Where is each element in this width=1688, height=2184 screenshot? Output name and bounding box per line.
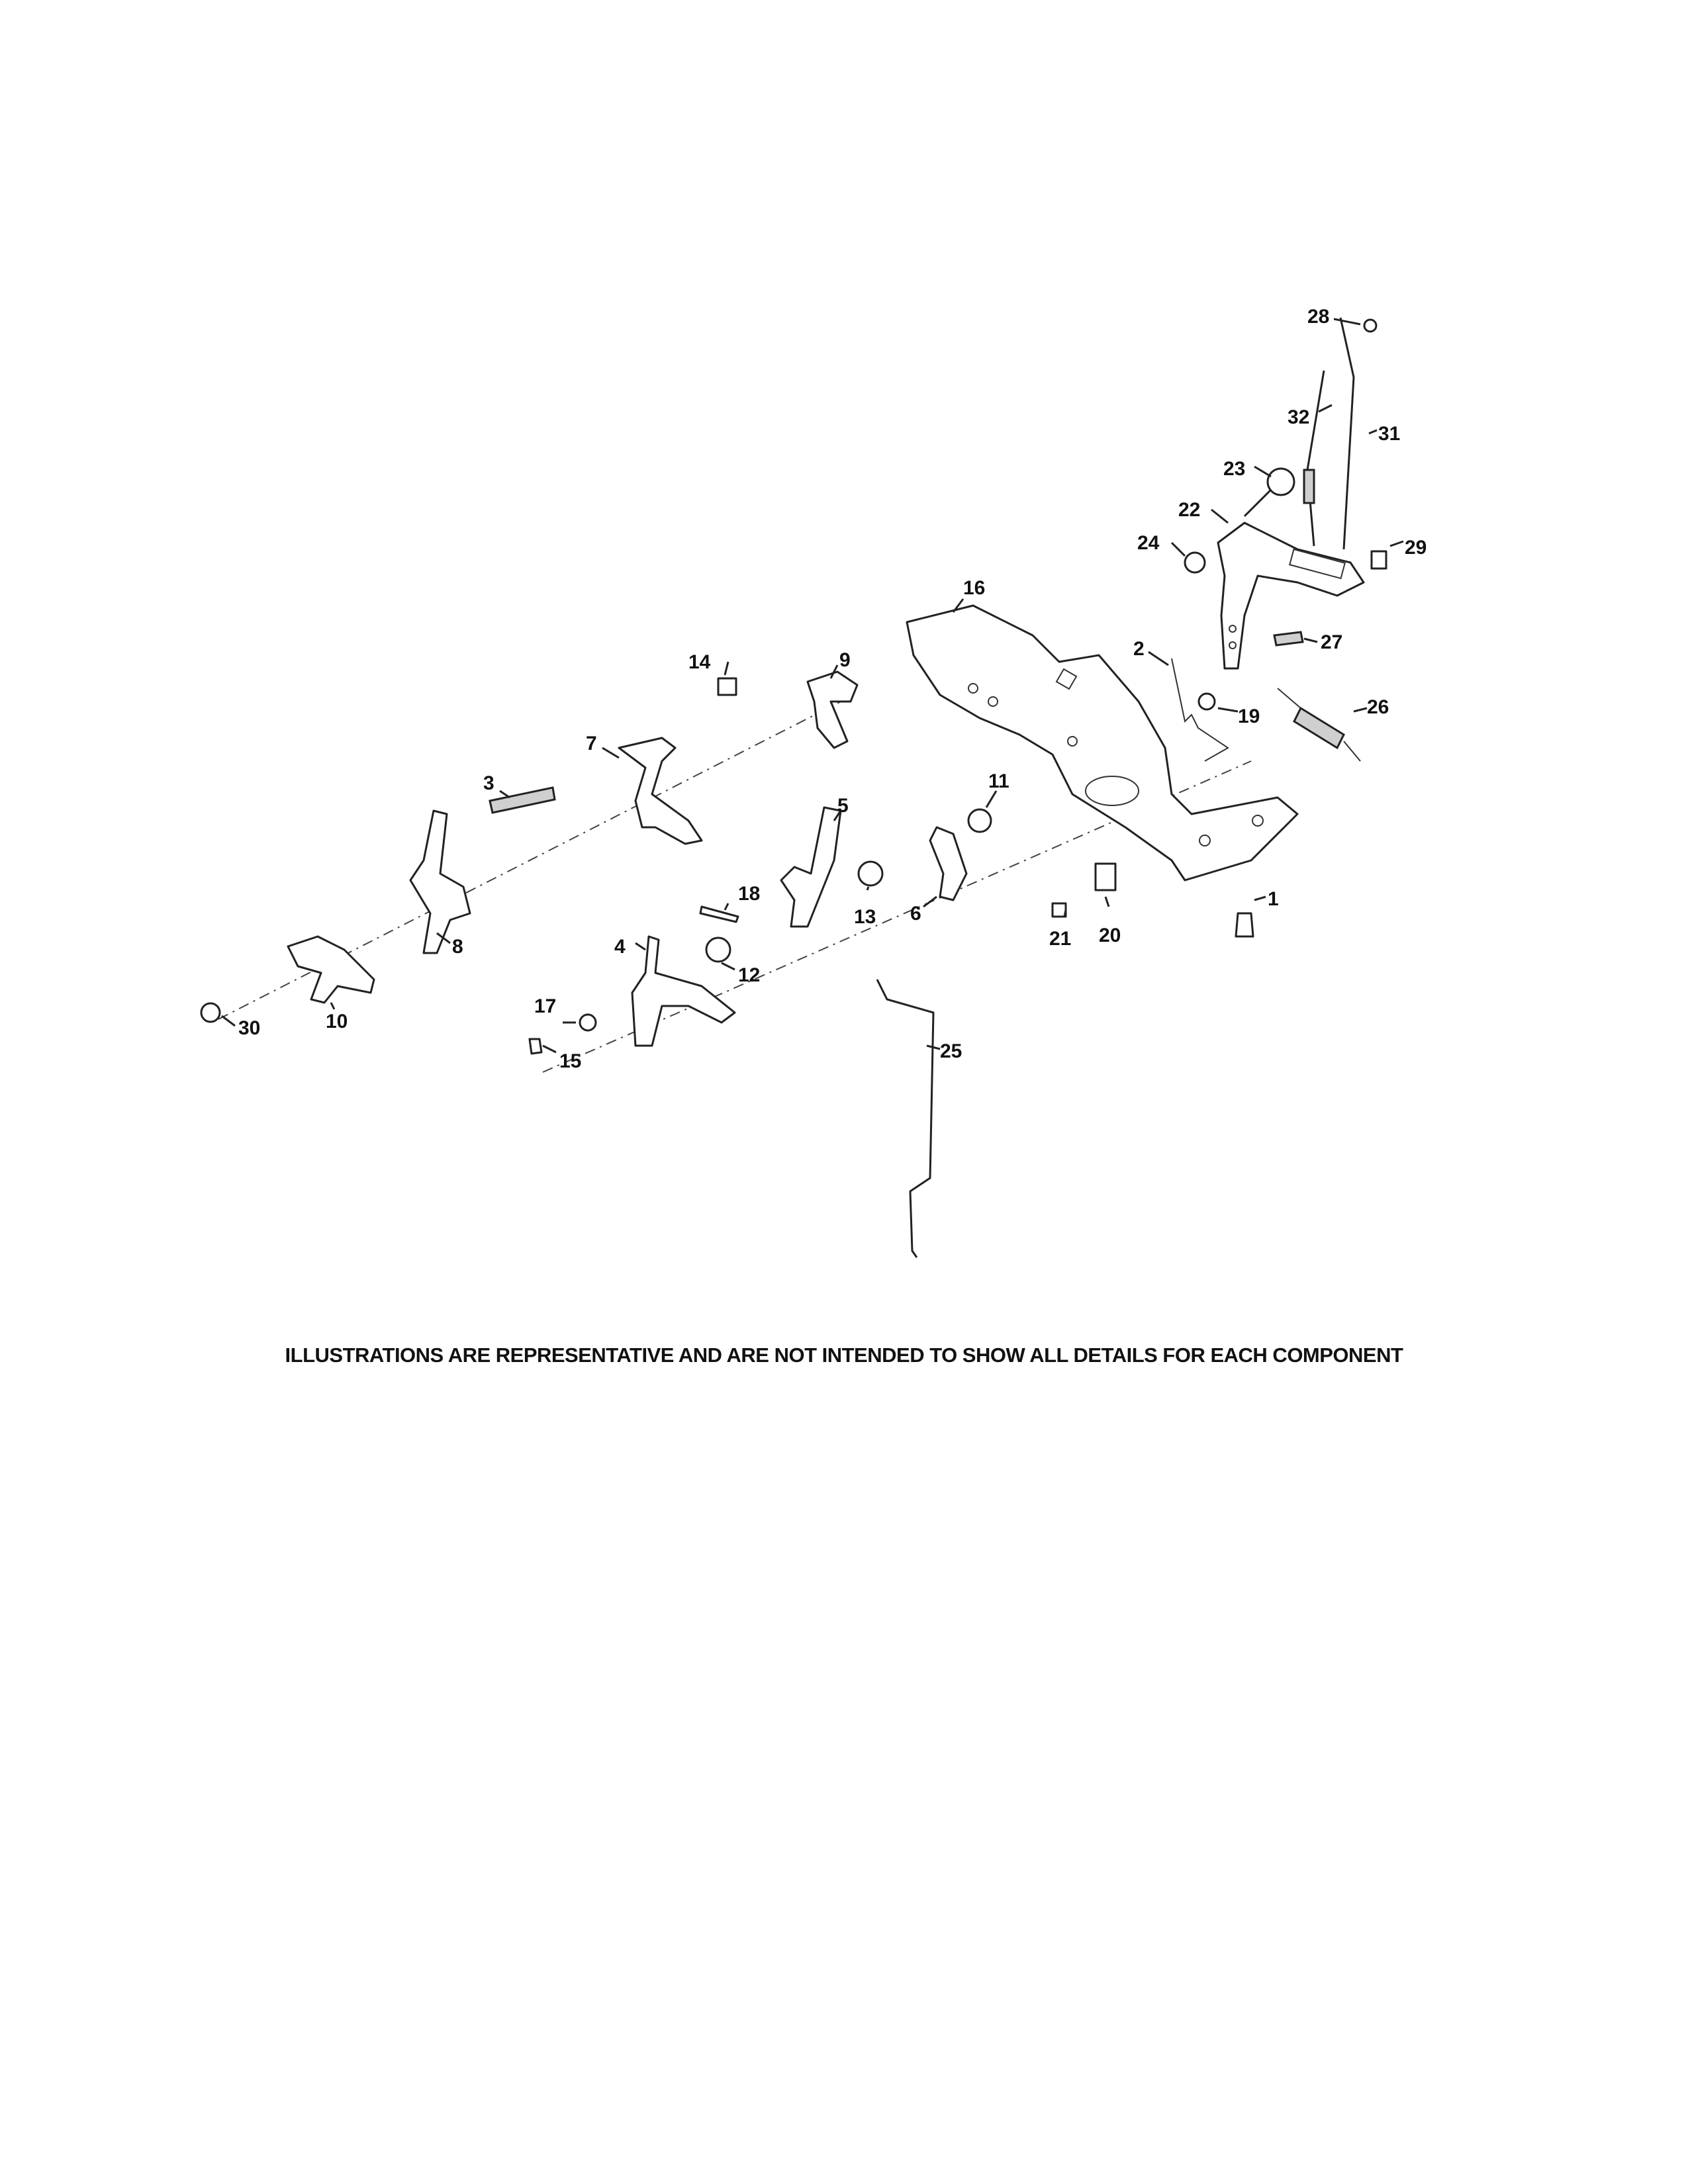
callout-label-20: 20: [1099, 925, 1121, 946]
spring-icon[interactable]: [1274, 632, 1303, 645]
bolt-icon[interactable]: [530, 1039, 541, 1054]
rod-icon[interactable]: [877, 979, 933, 1257]
callout-label-6: 6: [910, 903, 921, 925]
callout-label-28: 28: [1307, 306, 1330, 328]
lever-icon[interactable]: [781, 807, 841, 927]
callout-label-5: 5: [837, 795, 849, 817]
bolt-icon[interactable]: [700, 907, 738, 922]
callout-label-21: 21: [1049, 928, 1072, 950]
disclaimer-text: ILLUSTRATIONS ARE REPRESENTATIVE AND ARE NOT INTENDED TO SHOW ALL DETAILS FOR EACH COMPONENT: [285, 1343, 1403, 1367]
lever-icon[interactable]: [410, 811, 470, 953]
callout-label-7: 7: [586, 733, 597, 754]
callout-label-22: 22: [1178, 499, 1201, 521]
clip-icon[interactable]: [1096, 864, 1115, 890]
callout-label-26: 26: [1367, 696, 1389, 718]
callout-label-23: 23: [1223, 458, 1246, 480]
nut-icon[interactable]: [718, 678, 736, 695]
washer-icon[interactable]: [968, 809, 991, 832]
washer-icon[interactable]: [580, 1015, 596, 1030]
clip-icon[interactable]: [1372, 551, 1386, 569]
washer-icon[interactable]: [706, 938, 730, 962]
callout-label-3: 3: [483, 772, 494, 794]
spring-icon[interactable]: [1294, 708, 1344, 748]
callout-label-27: 27: [1321, 631, 1343, 653]
callout-label-14: 14: [688, 651, 711, 673]
bolt-icon[interactable]: [1236, 913, 1253, 936]
rod-icon[interactable]: [1304, 318, 1354, 549]
callout-label-19: 19: [1238, 705, 1260, 727]
callout-label-8: 8: [452, 936, 463, 958]
spring-icon[interactable]: [1172, 659, 1228, 761]
callout-label-10: 10: [326, 1011, 348, 1032]
washer-icon[interactable]: [1199, 694, 1215, 709]
lever-icon[interactable]: [619, 738, 702, 844]
lever-icon[interactable]: [288, 936, 374, 1003]
callout-label-12: 12: [738, 964, 761, 986]
clip-icon[interactable]: [1364, 320, 1376, 332]
callout-label-13: 13: [854, 906, 876, 928]
nut-icon[interactable]: [201, 1003, 220, 1022]
callout-label-32: 32: [1288, 406, 1310, 428]
washer-icon[interactable]: [859, 862, 882, 886]
callout-label-11: 11: [988, 770, 1009, 792]
callout-label-2: 2: [1133, 638, 1145, 660]
washer-icon[interactable]: [1185, 553, 1205, 572]
callout-label-30: 30: [238, 1017, 261, 1039]
bolt-icon[interactable]: [1053, 903, 1066, 917]
callout-label-17: 17: [534, 995, 557, 1017]
callout-label-29: 29: [1405, 537, 1427, 559]
callout-label-15: 15: [559, 1050, 582, 1072]
callout-label-4: 4: [614, 936, 626, 958]
callout-label-9: 9: [839, 649, 851, 671]
callout-label-25: 25: [940, 1040, 962, 1062]
lever-icon[interactable]: [808, 672, 857, 748]
callout-label-31: 31: [1378, 423, 1401, 445]
callout-label-1: 1: [1268, 888, 1279, 910]
callout-label-18: 18: [738, 883, 761, 905]
callout-label-24: 24: [1137, 532, 1160, 554]
callout-label-16: 16: [963, 577, 986, 599]
